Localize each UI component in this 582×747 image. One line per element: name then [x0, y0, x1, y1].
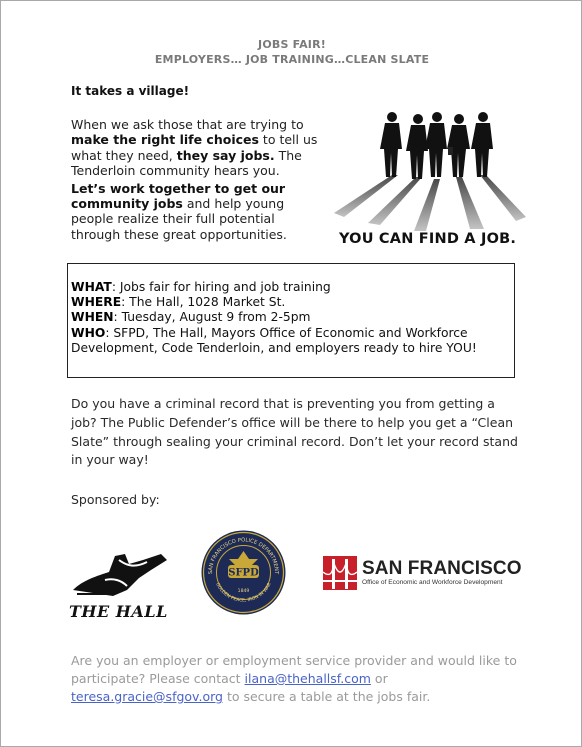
detail-label: WHAT	[71, 280, 112, 294]
intro-text-part: and help young people realize their full potential through these great opportunities.	[71, 196, 287, 242]
intro-text	[71, 117, 323, 242]
intro-text-part: to tell us what they need,	[71, 132, 318, 163]
san-francisco-oewd-logo	[323, 554, 537, 592]
email-link-ilana[interactable]: ilana@thehallsf.com	[244, 671, 371, 686]
sfpd-ring-bottom-text: GOLDEN PEACE, IRON IN WAR	[214, 582, 273, 604]
golden-gate-bridge-icon	[323, 556, 357, 590]
sfpd-center-text: SFPD	[228, 567, 259, 579]
detail-value: : Tuesday, August 9 from 2-5pm	[113, 310, 311, 325]
intro-emphasis: they say jobs.	[176, 147, 275, 163]
footer-text-part: to secure a table at the jobs fair.	[222, 689, 431, 704]
detail-value: : SFPD, The Hall, Mayors Office of Economic and Workforce Development, Code Tenderloin, and employers ready to hire YOU!	[71, 325, 477, 355]
detail-what	[71, 280, 511, 295]
the-hall-logo-text: THE HALL	[69, 602, 168, 621]
detail-value: : Jobs fair for hiring and job training	[111, 280, 331, 294]
intro-text-part: The Tenderloin community hears you.	[71, 147, 302, 179]
sfpd-ring-top-text: SAN FRANCISCO POLICE DEPARTMENT	[207, 537, 280, 575]
event-details	[71, 280, 511, 356]
village-heading: It takes a village!	[71, 84, 190, 98]
employer-contact-paragraph	[71, 652, 523, 706]
intro-text-part: When we ask those that are trying to	[71, 117, 304, 132]
sfpd-year: 1849	[237, 589, 250, 594]
sf-logo-subtitle: Office of Economic and Workforce Development	[362, 579, 503, 586]
banner-caption: YOU CAN FIND A JOB.	[339, 231, 517, 247]
detail-value: : The Hall, 1028 Market St.	[121, 295, 286, 310]
sf-logo-title: SAN FRANCISCO	[362, 558, 522, 579]
intro-emphasis: make the right life choices	[71, 132, 259, 148]
detail-label: WHO	[71, 325, 106, 340]
footer-text-part: or	[370, 671, 388, 686]
detail-when	[71, 310, 511, 325]
title-line-2: EMPLOYERS… JOB TRAINING…CLEAN SLATE	[154, 53, 430, 66]
detail-where	[71, 295, 511, 310]
detail-label: WHERE	[71, 295, 122, 310]
footer-text-part: Are you an employer or employment service provider and would like to participate? Please contact	[71, 653, 517, 686]
detail-label: WHEN	[71, 310, 114, 325]
intro-emphasis: Let’s work together to get our community jobs	[71, 180, 286, 212]
the-hall-logo	[69, 550, 172, 621]
intro-paragraph-2	[71, 181, 323, 243]
title-line-1: JOBS FAIR!	[258, 38, 326, 51]
the-hall-emblem	[69, 550, 172, 598]
email-link-teresa[interactable]: teresa.gracie@sfgov.org	[71, 689, 223, 704]
detail-who	[71, 326, 511, 356]
clean-slate-paragraph: Do you have a criminal record that is preventing you from getting a job? The Public Defender’s office will be there to help you get a “Clean Slate” through sealing your criminal record. Don’t let your record stand in your way!	[71, 396, 518, 468]
walking-people-illustration	[334, 109, 530, 231]
sponsored-heading: Sponsored by:	[71, 492, 160, 507]
intro-paragraph-1	[71, 117, 323, 179]
sfpd-seal	[200, 529, 287, 616]
